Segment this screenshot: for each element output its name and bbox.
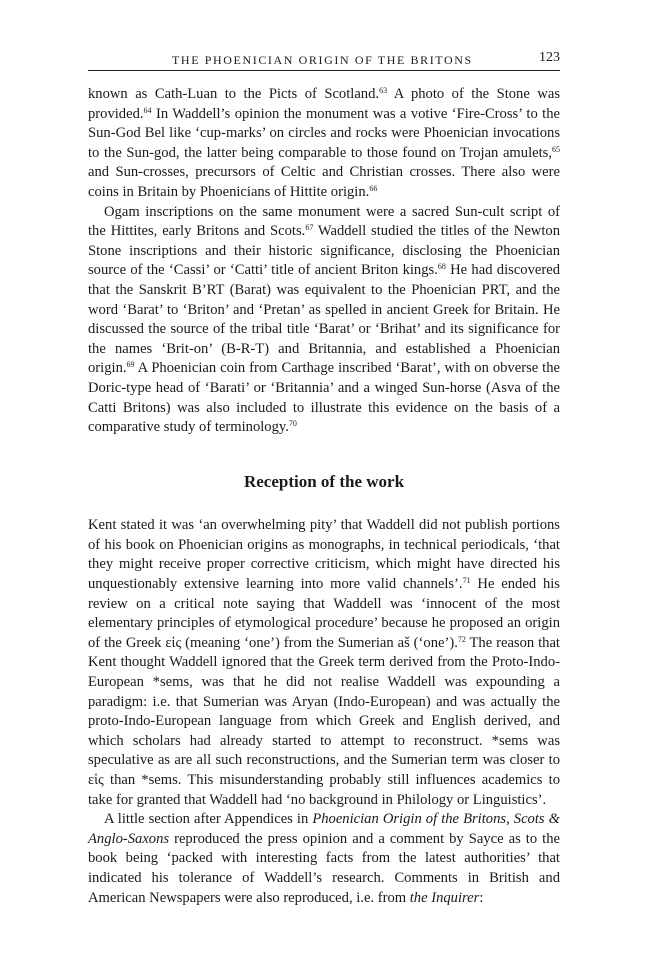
book-page [88,48,560,908]
italic-title: the Inquirer [409,889,480,906]
page-number: 123 [539,50,560,65]
section-heading: Reception of the work [243,471,405,491]
footnote-ref: 66 [369,183,378,193]
paragraph: A little section after Appendices in Phoenician Origin of the Britons, Scots & Anglo-Saxons reproduced the press opinion and a comment by Sayce as to the book being ‘packed with interesting facts from the latest authorities’ that indicated his tolerance of Waddell’s research. Comments in British and American Newspapers were also reproduced, i.e. from the Inquirer: [88,811,560,906]
footnote-ref: 68 [437,262,446,272]
paragraph: Kent stated it was ‘an overwhelming pity’ that Waddell did not publish portions of his book on Phoenician origins as monographs, in technical periodicals, ‘that they might receive proper corrective criticism, which might have directed his unquestionably extensive learning into more valid channels’.$^{71}$ He ended his review on a critical note saying that Waddell was ‘innocent of the most elementary principles of etymological procedure’ because he proposed an origin of the Greek εἱς (meaning ‘one’) from the Sumerian aš (‘one’).$^{72}$ The reason that Kent thought Waddell ignored that the Greek term derived from the Proto-Indo-European *sems, was that he did not realise Waddell was expounding a paradigm: i.e. that Sumerian was Aryan (Indo-European) and was actually the proto-Indo-European language from which Greek and English derived, and which scholars had already started to attempt to reconstruct. *sems was speculative as are all such reconstructions, and the Sumerian term was closer to εἱς than *sems. This misunderstanding probably still influences academics to take for granted that Waddell had ‘no background in Philology or Linguistics’. [88,517,560,808]
footnote-ref: 71 [462,576,471,586]
footnote-ref: 70 [288,419,297,429]
body-text [88,85,560,908]
footnote-ref: 67 [305,223,314,233]
footnote-ref: 64 [143,105,152,115]
running-title: THE PHOENICIAN ORIGIN OF THE BRITONS [172,53,473,67]
paragraph: Ogam inscriptions on the same monument were a sacred Sun-cult script of the Hittites, early Britons and Scots.$^{67}$ Waddell studied the titles of the Newton Stone inscriptions and their historic significance, disclosing the Phoenician source of the ‘Cassi’ or ‘Catti’ title of ancient Briton kings.$^{68}$ He had discovered that the Sanskrit B’RT (Barat) was equivalent to the Phoenician PRT, and the word ‘Barat’ to ‘Briton’ and ‘Pretan’ as spelled in ancient Greek for Britain. He discussed the source of the tribal title ‘Barat’ or ‘Brihat’ and its significance for the names ‘Brit-on’ (B-R-T) and Britannia, and established a Phoenician origin.$^{69}$ A Phoenician coin from Carthage inscribed ‘Barat’, with on obverse the Doric-type head of ‘Barati’ or ‘Britannia’ and a winged Sun-horse (Asva of the Catti Britons) was also included to illustrate this evidence on the basis of a comparative study of terminology.$^{70}$ [88,203,560,436]
header-rule [88,70,560,71]
paragraph: known as Cath-Luan to the Picts of Scotland.$^{63}$ A photo of the Stone was provided.$^{64}$ In Waddell’s opinion the monument was a votive ‘Fire-Cross’ to the Sun-God Bel like ‘cup-marks’ on circles and rocks were Phoenician invocations to the Sun-god, the latter being comparable to those found on Trojan amulets,$^{65}$ and Sun-crosses, precursors of Celtic and Christian crosses. There also were coins in Britain by Phoenicians of Hittite origin.$^{66}$ [88,86,561,200]
footnote-ref: 63 [379,86,388,95]
footnote-ref: 65 [552,144,560,154]
footnote-ref: 72 [457,634,466,644]
italic-title: Phoenician Origin of the Britons, Scots & Anglo-Saxons [88,811,560,847]
footnote-ref: 69 [126,360,135,370]
running-header [88,48,560,68]
